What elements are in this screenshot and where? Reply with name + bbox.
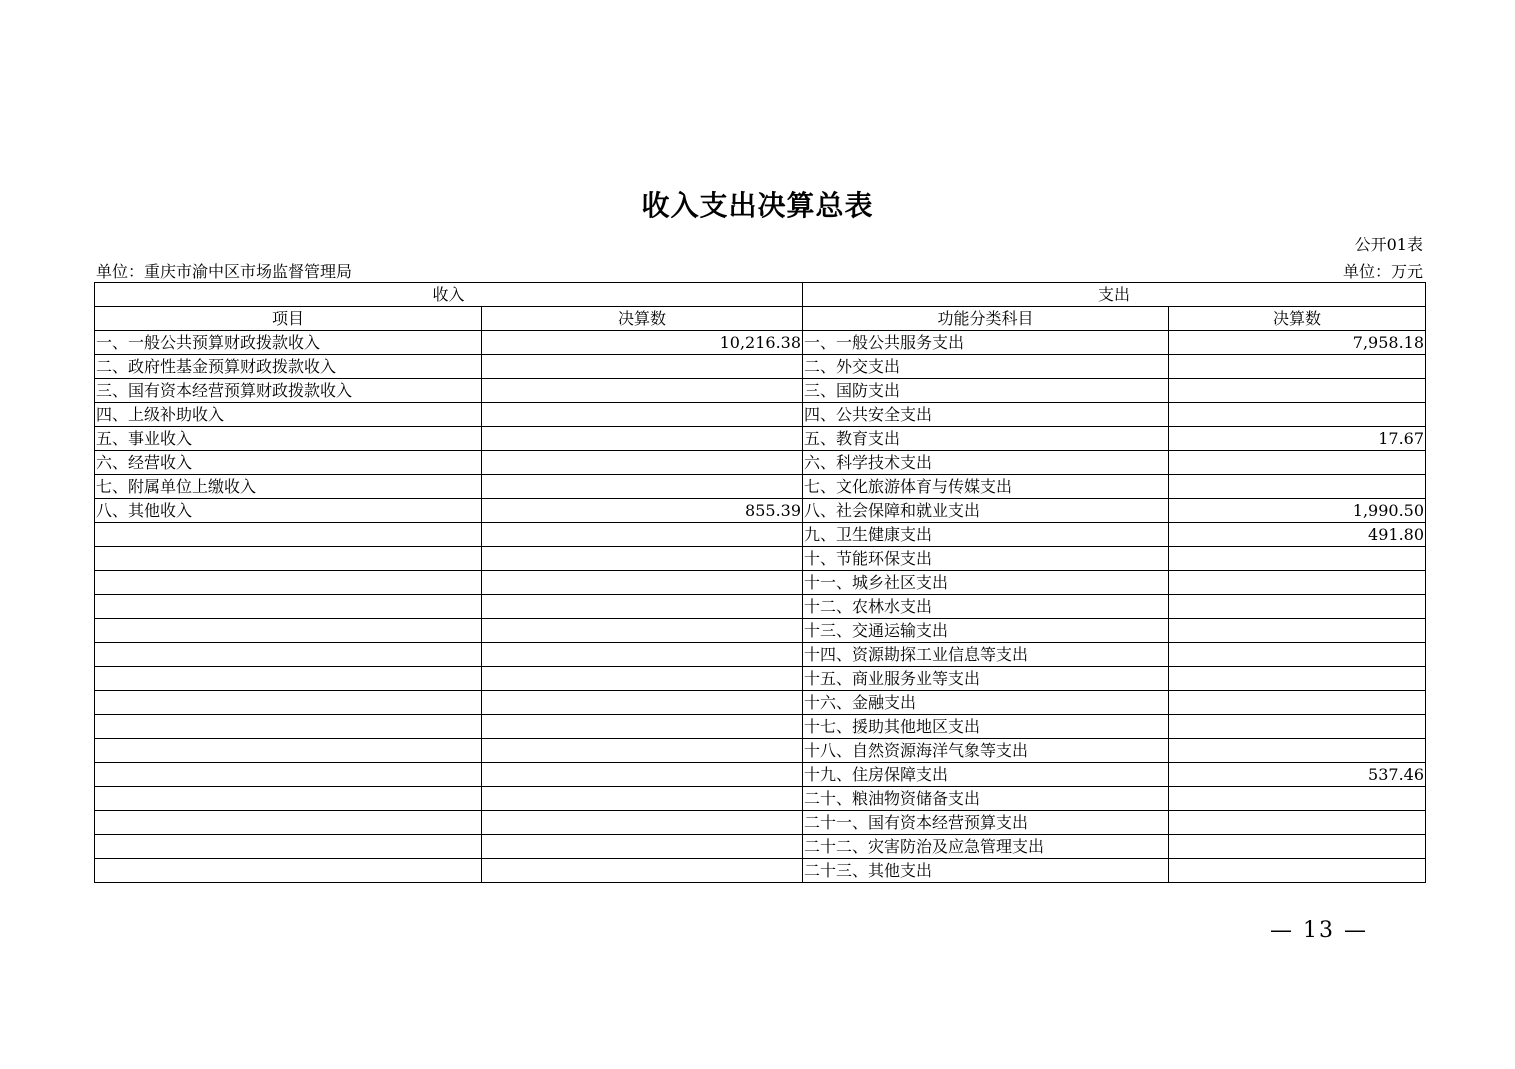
income-item-cell xyxy=(95,691,482,715)
income-item-cell xyxy=(95,571,482,595)
table-row xyxy=(95,451,1426,475)
expense-category-cell: 十五、商业服务业等支出 xyxy=(803,667,1169,691)
expense-category-cell: 四、公共安全支出 xyxy=(803,403,1169,427)
income-item-cell xyxy=(95,595,482,619)
table-row xyxy=(95,331,1426,355)
income-amount-cell xyxy=(482,619,803,643)
income-amount-cell xyxy=(482,403,803,427)
expense-category-cell: 三、国防支出 xyxy=(803,379,1169,403)
expense-category-cell: 九、卫生健康支出 xyxy=(803,523,1169,547)
table-row xyxy=(95,499,1426,523)
table-column-header xyxy=(95,307,1426,331)
income-item-cell xyxy=(95,835,482,859)
expense-amount-cell: 537.46 xyxy=(1169,763,1426,787)
expense-category-cell: 十九、住房保障支出 xyxy=(803,763,1169,787)
page-title: 收入支出决算总表 xyxy=(641,189,874,222)
income-item-cell xyxy=(95,787,482,811)
expense-amount-cell: 491.80 xyxy=(1169,523,1426,547)
income-amount-cell xyxy=(482,859,803,883)
table-row xyxy=(95,739,1426,763)
expense-amount-cell: 1,990.50 xyxy=(1169,499,1426,523)
income-amount-cell xyxy=(482,427,803,451)
expense-amount-cell xyxy=(1169,403,1426,427)
table-row xyxy=(95,355,1426,379)
income-amount-cell xyxy=(482,691,803,715)
table-row xyxy=(95,667,1426,691)
expense-amount-cell xyxy=(1169,379,1426,403)
form-number: 公开01表 xyxy=(1354,235,1423,254)
income-item-cell xyxy=(95,547,482,571)
expense-category-cell: 二十二、灾害防治及应急管理支出 xyxy=(803,835,1169,859)
income-item-cell: 一、一般公共预算财政拨款收入 xyxy=(95,331,482,355)
expense-amount-cell xyxy=(1169,643,1426,667)
income-amount-cell: 855.39 xyxy=(482,499,803,523)
income-item-cell xyxy=(95,667,482,691)
table-row xyxy=(95,427,1426,451)
income-amount-cell xyxy=(482,595,803,619)
page-number: — 13 — xyxy=(1270,918,1368,943)
table-row xyxy=(95,403,1426,427)
table-row xyxy=(95,811,1426,835)
expense-amount-cell xyxy=(1169,451,1426,475)
expense-amount-cell xyxy=(1169,355,1426,379)
expense-amount-cell xyxy=(1169,811,1426,835)
table-row xyxy=(95,691,1426,715)
expense-amount-cell xyxy=(1169,475,1426,499)
income-amount-cell xyxy=(482,787,803,811)
budget-summary-table xyxy=(94,282,1426,883)
table-row xyxy=(95,619,1426,643)
table-row xyxy=(95,379,1426,403)
table-row xyxy=(95,523,1426,547)
income-amount-cell xyxy=(482,811,803,835)
table-row xyxy=(95,595,1426,619)
expense-category-cell: 六、科学技术支出 xyxy=(803,451,1169,475)
income-item-cell xyxy=(95,619,482,643)
money-unit: 单位：万元 xyxy=(1342,262,1423,281)
income-item-cell xyxy=(95,715,482,739)
income-amount-cell xyxy=(482,763,803,787)
table-row xyxy=(95,571,1426,595)
expense-amount-cell: 17.67 xyxy=(1169,427,1426,451)
income-item-cell: 七、附属单位上缴收入 xyxy=(95,475,482,499)
income-amount-cell: 10,216.38 xyxy=(482,331,803,355)
income-item-cell xyxy=(95,739,482,763)
expense-category-cell: 二十三、其他支出 xyxy=(803,859,1169,883)
table-row xyxy=(95,475,1426,499)
expense-category-cell: 十、节能环保支出 xyxy=(803,547,1169,571)
income-amount-cell xyxy=(482,451,803,475)
income-amount-cell xyxy=(482,475,803,499)
expense-amount-cell xyxy=(1169,667,1426,691)
table-row xyxy=(95,715,1426,739)
income-amount-cell xyxy=(482,715,803,739)
income-amount-cell xyxy=(482,547,803,571)
income-item-cell: 八、其他收入 xyxy=(95,499,482,523)
income-amount-cell xyxy=(482,667,803,691)
income-amount-header: 决算数 xyxy=(482,307,803,331)
expense-category-cell: 二十、粮油物资储备支出 xyxy=(803,787,1169,811)
expense-amount-cell xyxy=(1169,715,1426,739)
table-body xyxy=(95,331,1426,883)
expense-category-cell: 十七、援助其他地区支出 xyxy=(803,715,1169,739)
expense-amount-cell xyxy=(1169,835,1426,859)
income-amount-cell xyxy=(482,523,803,547)
income-amount-cell xyxy=(482,643,803,667)
expense-amount-cell: 7,958.18 xyxy=(1169,331,1426,355)
table-group-header xyxy=(95,283,1426,307)
expense-amount-cell xyxy=(1169,571,1426,595)
income-item-cell xyxy=(95,811,482,835)
expense-category-cell: 十六、金融支出 xyxy=(803,691,1169,715)
expense-amount-cell xyxy=(1169,859,1426,883)
table-row xyxy=(95,835,1426,859)
expense-amount-header: 决算数 xyxy=(1169,307,1426,331)
table-row xyxy=(95,547,1426,571)
expense-category-cell: 二、外交支出 xyxy=(803,355,1169,379)
income-item-cell xyxy=(95,859,482,883)
expense-category-cell: 十一、城乡社区支出 xyxy=(803,571,1169,595)
income-group-header: 收入 xyxy=(95,283,803,307)
expense-category-cell: 七、文化旅游体育与传媒支出 xyxy=(803,475,1169,499)
expense-category-cell: 十四、资源勘探工业信息等支出 xyxy=(803,643,1169,667)
income-amount-cell xyxy=(482,355,803,379)
expense-amount-cell xyxy=(1169,547,1426,571)
table-row xyxy=(95,763,1426,787)
income-item-cell: 二、政府性基金预算财政拨款收入 xyxy=(95,355,482,379)
income-item-header: 项目 xyxy=(95,307,482,331)
expense-amount-cell xyxy=(1169,595,1426,619)
expense-amount-cell xyxy=(1169,739,1426,763)
income-item-cell xyxy=(95,763,482,787)
expense-category-cell: 十三、交通运输支出 xyxy=(803,619,1169,643)
income-item-cell: 三、国有资本经营预算财政拨款收入 xyxy=(95,379,482,403)
income-amount-cell xyxy=(482,379,803,403)
income-amount-cell xyxy=(482,571,803,595)
expense-category-cell: 十八、自然资源海洋气象等支出 xyxy=(803,739,1169,763)
expense-category-header: 功能分类科目 xyxy=(803,307,1169,331)
reporting-unit: 单位：重庆市渝中区市场监督管理局 xyxy=(96,262,353,281)
table-row xyxy=(95,859,1426,883)
expense-category-cell: 八、社会保障和就业支出 xyxy=(803,499,1169,523)
income-amount-cell xyxy=(482,739,803,763)
expense-category-cell: 二十一、国有资本经营预算支出 xyxy=(803,811,1169,835)
income-item-cell xyxy=(95,523,482,547)
expense-category-cell: 五、教育支出 xyxy=(803,427,1169,451)
expense-amount-cell xyxy=(1169,691,1426,715)
expense-group-header: 支出 xyxy=(803,283,1426,307)
expense-amount-cell xyxy=(1169,787,1426,811)
income-item-cell xyxy=(95,643,482,667)
income-amount-cell xyxy=(482,835,803,859)
table-row xyxy=(95,643,1426,667)
income-item-cell: 六、经营收入 xyxy=(95,451,482,475)
expense-amount-cell xyxy=(1169,619,1426,643)
expense-category-cell: 一、一般公共服务支出 xyxy=(803,331,1169,355)
expense-category-cell: 十二、农林水支出 xyxy=(803,595,1169,619)
income-item-cell: 四、上级补助收入 xyxy=(95,403,482,427)
income-item-cell: 五、事业收入 xyxy=(95,427,482,451)
table-row xyxy=(95,787,1426,811)
